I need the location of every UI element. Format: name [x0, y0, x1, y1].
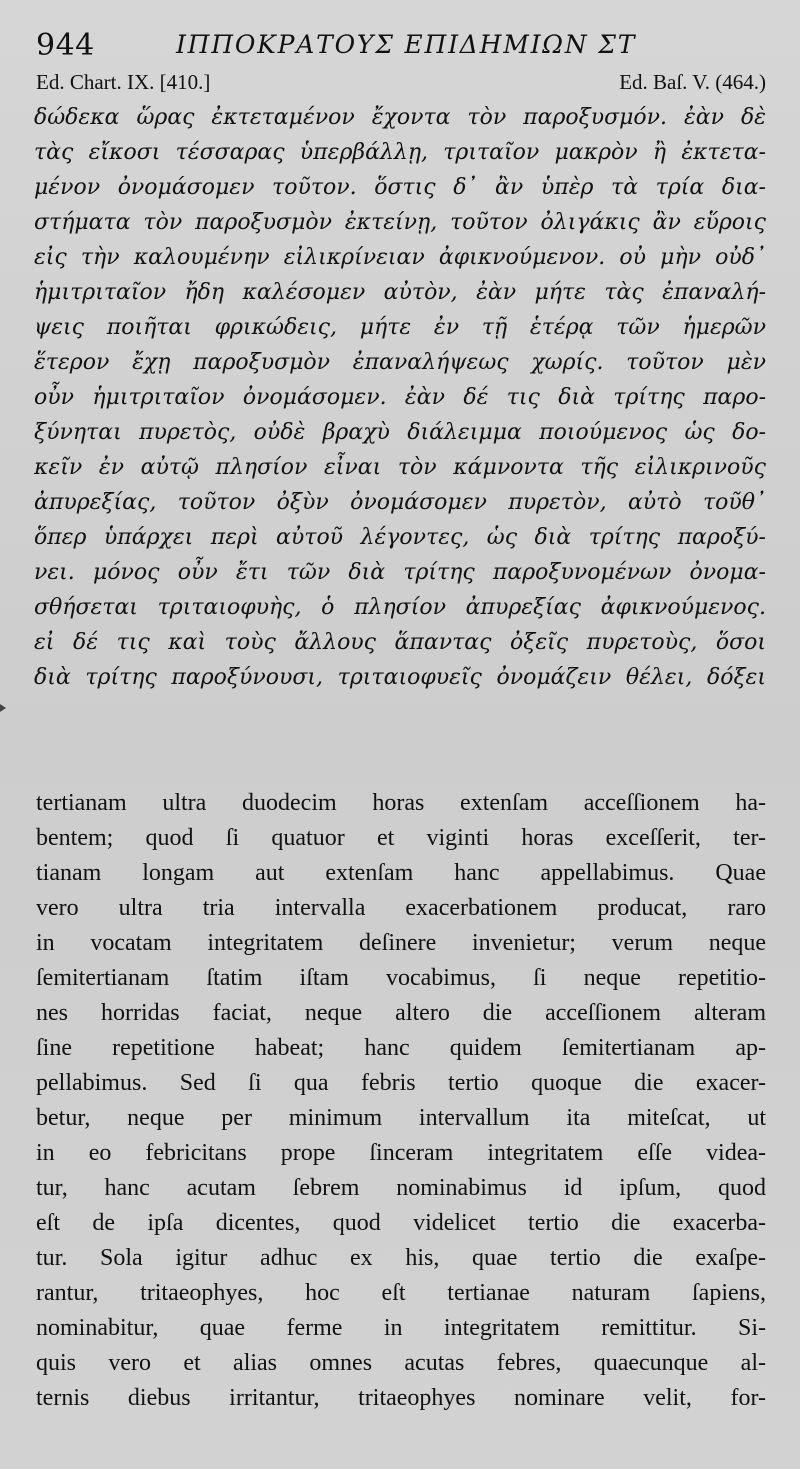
latin-text-line: tertianam ultra duodecim horas extenſam acceſſionem ha-	[36, 790, 766, 816]
page-number: 944	[36, 28, 95, 63]
greek-text-line: ὅπερ ὑπάρχει περὶ αὐτοῦ λέγοντες, ὡς διὰ τρίτης παροξύ-	[34, 525, 766, 550]
latin-text-line: vero ultra tria intervalla exacerbationem producat, raro	[36, 895, 766, 921]
greek-text-line: οὖν ἡμιτριταῖον ὀνομάσομεν. ἐὰν δέ τις διὰ τρίτης παρο-	[34, 385, 766, 410]
greek-text-line: εἰ δέ τις καὶ τοὺς ἄλλους ἅπαντας ὀξεῖς πυρετοὺς, ὅσοι	[34, 630, 766, 655]
latin-text-line: tur. Sola igitur adhuc ex his, quae tertio die exaſpe-	[36, 1245, 766, 1271]
greek-text-line: νει. μόνος οὖν ἔτι τῶν διὰ τρίτης παροξυνομένων ὀνομα-	[34, 560, 766, 585]
greek-text-line: ἀπυρεξίας, τοῦτον ὀξὺν ὀνομάσομεν πυρετὸν, αὐτὸ τοῦθ᾽	[34, 490, 766, 515]
greek-text-line: σθήσεται τριταιοφυὴς, ὁ πλησίον ἀπυρεξίας ἀφικνούμενος.	[34, 595, 766, 620]
greek-text-line: στήματα τὸν παροξυσμὸν ἐκτείνῃ, τοῦτον ὀλιγάκις ἂν εὕροις	[34, 210, 766, 235]
latin-text-line: ſemitertianam ſtatim iſtam vocabimus, ſi neque repetitio-	[36, 965, 766, 991]
latin-text-line: bentem; quod ſi quatuor et viginti horas exceſſerit, ter-	[36, 825, 766, 851]
latin-text-line: quis vero et alias omnes acutas febres, quaecunque al-	[36, 1350, 766, 1376]
latin-text-line: pellabimus. Sed ſi qua febris tertio quoque die exacer-	[36, 1070, 766, 1096]
latin-text-line: rantur, tritaeophyes, hoc eſt tertianae naturam ſapiens,	[36, 1280, 766, 1306]
latin-text-block	[36, 786, 766, 1416]
latin-text-line: in vocatam integritatem deſinere invenietur; verum neque	[36, 930, 766, 956]
greek-text-block	[34, 100, 766, 695]
greek-text-line: ξύνηται πυρετὸς, οὐδὲ βραχὺ διάλειμμα ποιούμενος ὡς δο-	[34, 420, 766, 445]
page-header	[36, 28, 766, 68]
edition-reference-line	[36, 70, 766, 100]
greek-text-line: τὰς εἴκοσι τέσσαρας ὑπερβάλλῃ, τριταῖον μακρὸν ἢ ἐκτετα-	[34, 140, 766, 165]
latin-text-line: betur, neque per minimum intervallum ita miteſcat, ut	[36, 1105, 766, 1131]
latin-text-line: tianam longam aut extenſam hanc appellabimus. Quae	[36, 860, 766, 886]
latin-text-line: nes horridas faciat, neque altero die acceſſionem alteram	[36, 1000, 766, 1026]
running-title: ΙΠΠΟΚΡΑΤΟΥΣ ΕΠΙΔΗΜΙΩΝ ΣΤ	[176, 30, 637, 59]
latin-text-line: tur, hanc acutam ſebrem nominabimus id ipſum, quod	[36, 1175, 766, 1201]
greek-text-line: ἕτερον ἔχῃ παροξυσμὸν ἐπαναλήψεως χωρίς. τοῦτον μὲν	[34, 350, 766, 375]
latin-text-line: eſt de ipſa dicentes, quod videlicet tertio die exacerba-	[36, 1210, 766, 1236]
greek-text-line: ἡμιτριταῖον ἤδη καλέσομεν αὐτὸν, ἐὰν μήτε τὰς ἐπαναλή-	[34, 280, 766, 305]
greek-text-line: μένον ὀνομάσομεν τοῦτον. ὅστις δ᾽ ἂν ὑπὲρ τὰ τρία δια-	[34, 175, 766, 200]
greek-text-line: ψεις ποιῆται φρικώδεις, μήτε ἐν τῇ ἑτέρᾳ τῶν ἡμερῶν	[34, 315, 766, 340]
greek-text-line: διὰ τρίτης παροξύνουσι, τριταιοφυεῖς ὀνομάζειν θέλει, δόξει	[34, 665, 766, 690]
latin-text-line: in eo febricitans prope ſinceram integritatem eſſe videa-	[36, 1140, 766, 1166]
edition-basel-reference: Ed. Baſ. V. (464.)	[619, 70, 766, 94]
edition-chartier-reference: Ed. Chart. IX. [410.]	[36, 70, 211, 94]
margin-arrow-mark	[0, 704, 6, 712]
latin-text-line: ſine repetitione habeat; hanc quidem ſemitertianam ap-	[36, 1035, 766, 1061]
greek-text-line: δώδεκα ὥρας ἐκτεταμένον ἔχοντα τὸν παροξυσμόν. ἐὰν δὲ	[34, 105, 766, 130]
latin-text-line: nominabitur, quae ferme in integritatem remittitur. Si-	[36, 1315, 766, 1341]
greek-text-line: κεῖν ἐν αὐτῷ πλησίον εἶναι τὸν κάμνοντα τῆς εἰλικρινοῦς	[34, 455, 766, 480]
greek-text-line: εἰς τὴν καλουμένην εἰλικρίνειαν ἀφικνούμενον. οὐ μὴν οὐδ᾽	[34, 245, 766, 270]
latin-text-line: ternis diebus irritantur, tritaeophyes nominare velit, for-	[36, 1385, 766, 1411]
